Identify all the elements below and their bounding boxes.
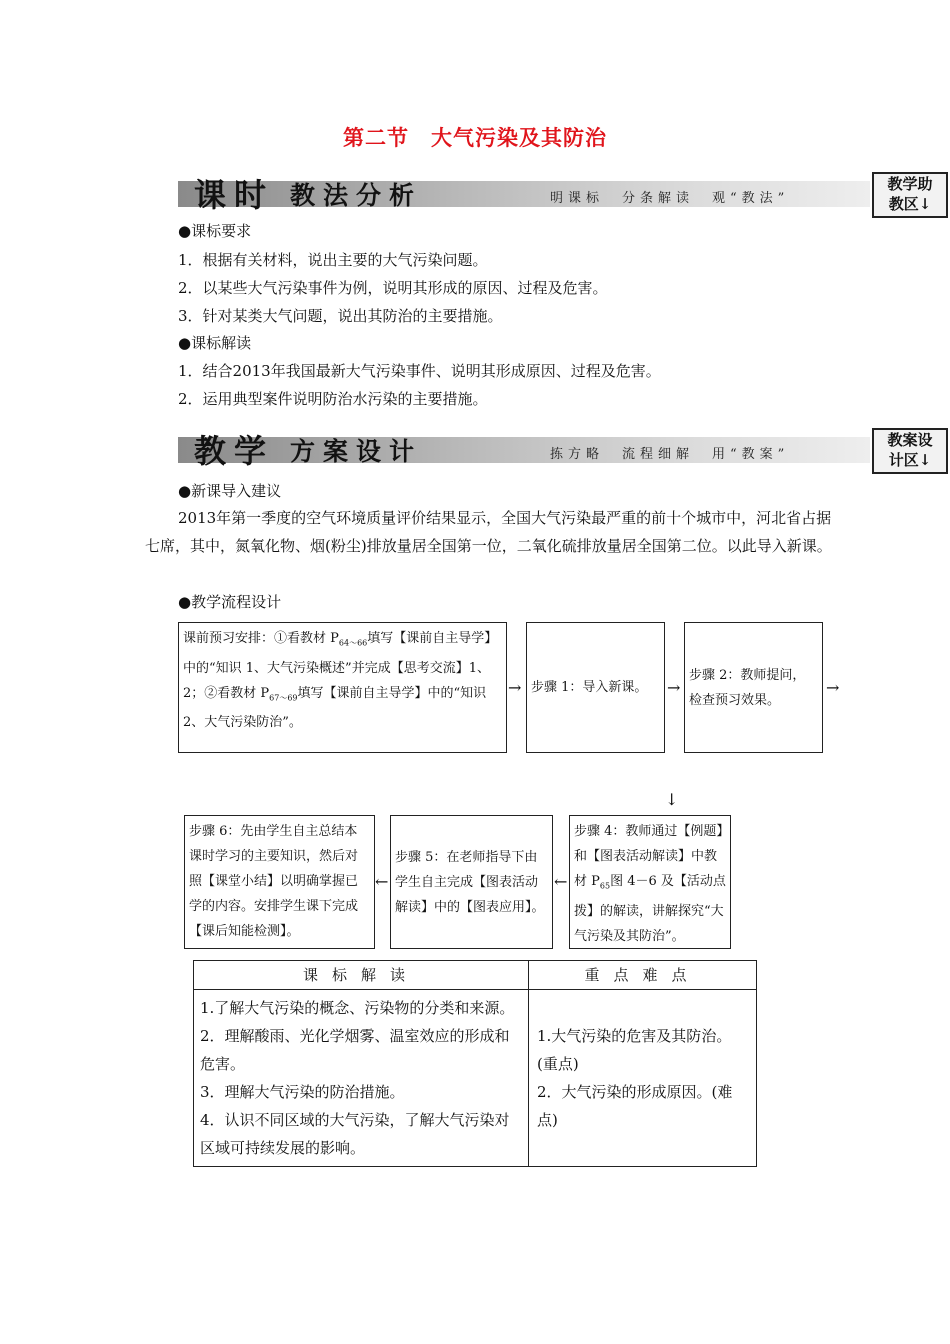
intro-paragraph: 2013年第一季度的空气环境质量评价结果显示，全国大气污染最严重的前十个城市中，河北省占据七席，其中，氮氧化物、烟(粉尘)排放量居全国第一位，二氧化硫排放量居全国第二位。以此导入新课。: [145, 509, 832, 555]
page-range: 67～69: [269, 693, 298, 703]
heading-interpretation: ●课标解读: [178, 334, 252, 352]
requirement-item: 3．针对某类大气问题，说出其防治的主要措施。: [178, 307, 503, 325]
banner-mid-text: 教法分析: [290, 181, 423, 210]
banner-tag: [872, 172, 948, 218]
table-header-cell: 课标解读: [194, 961, 529, 990]
requirement-item: 2．以某些大气污染事件为例，说明其形成的原因、过程及危害。: [178, 279, 608, 297]
banner-big-text: 教学: [194, 432, 275, 470]
section-banner-teaching-design: [178, 428, 948, 472]
arrow-left-icon: ←: [554, 872, 568, 891]
interpretation-item: 1．结合2013年我国最新大气污染事件、说明其形成原因、过程及危害。: [178, 362, 661, 380]
banner-mid-text: 方案设计: [290, 437, 423, 466]
table-cell-right: [529, 990, 757, 1167]
banner-tag-line2: 教区↓: [888, 195, 932, 213]
flow-box-step1: [526, 622, 665, 753]
flow-text: 步骤 5：在老师指导下由学生自主完成【图表活动解读】中的【图表应用】。: [395, 849, 545, 915]
page-range: 64～66: [338, 638, 368, 648]
banner-tag-line1: 教学助: [887, 175, 933, 193]
flow-text: 步骤 6：先由学生自主总结本课时学习的主要知识，然后对照【课堂小结】以明确掌握已学的内容。安排学生课下完成【课后知能检测】。: [189, 824, 359, 939]
page-title: 第二节 大气污染及其防治: [343, 125, 607, 150]
section-banner-lesson-analysis: [178, 172, 948, 216]
flow-text: 填写【课前自主导学】中的“知识 1、大气污染概述”并完成【思考交流】1、2；②看教材 P: [183, 631, 498, 701]
banner-tag: [872, 428, 948, 474]
list-item: 4．认识不同区域的大气污染，了解大气污染对区域可持续发展的影响。: [200, 1111, 510, 1157]
arrow-right-icon: →: [826, 678, 840, 697]
interpretation-item: 2．运用典型案件说明防治水污染的主要措施。: [178, 390, 488, 408]
table-row: [194, 990, 757, 1167]
flow-text: 课前预习安排：①看教材 P: [183, 631, 339, 646]
arrow-right-icon: →: [667, 678, 681, 697]
list-item: 3．理解大气污染的防治措施。: [200, 1083, 405, 1101]
table-cell-left: [194, 990, 529, 1167]
flow-text: 步骤 2：教师提问，检查预习效果。: [689, 667, 806, 708]
flow-box-preview: [178, 622, 507, 753]
flow-box-step5: [390, 815, 553, 949]
list-item: 1.了解大气污染的概念、污染物的分类和来源。: [200, 999, 515, 1017]
arrow-right-icon: →: [508, 678, 522, 697]
flow-box-step2: [684, 622, 823, 753]
banner-slogan: 拣方略 流程细解 用“教案”: [550, 447, 790, 462]
flow-box-step6: [184, 815, 375, 949]
banner-slogan: 明课标 分条解读 观“教法”: [550, 191, 790, 206]
list-item: 2．理解酸雨、光化学烟雾、温室效应的形成和危害。: [200, 1027, 510, 1073]
flow-text: 图 4－6 及【活动点拨】的解读，讲解探究“大气污染及其防治”。: [574, 874, 726, 944]
banner-tag-line2: 计区↓: [888, 451, 932, 469]
heading-intro: ●新课导入建议: [178, 482, 282, 500]
heading-flow: ●教学流程设计: [178, 593, 282, 611]
requirement-item: 1．根据有关材料，说出主要的大气污染问题。: [178, 251, 488, 269]
flow-box-step4: [569, 815, 731, 949]
flow-text: 填写【课前自主导学】中的“知识 2、大气污染防治”。: [183, 685, 487, 731]
standards-table: [193, 960, 757, 1167]
table-header-row: [194, 961, 757, 990]
arrow-down-icon: ↓: [665, 790, 679, 809]
banner-big-text: 课时: [194, 176, 275, 214]
flow-text: 步骤 4：教师通过【例题】和【图表活动解读】中教材 P: [574, 824, 723, 889]
table-header-cell: 重点难点: [529, 961, 757, 990]
arrow-left-icon: ←: [375, 872, 389, 891]
heading-requirements: ●课标要求: [178, 222, 252, 240]
list-item: 2．大气污染的形成原因。(难点): [537, 1083, 733, 1129]
page-range: 65: [599, 881, 611, 891]
flow-text: 步骤 1：导入新课。: [531, 680, 648, 695]
list-item: 1.大气污染的危害及其防治。(重点): [537, 1027, 732, 1073]
banner-tag-line1: 教案设: [887, 431, 933, 449]
